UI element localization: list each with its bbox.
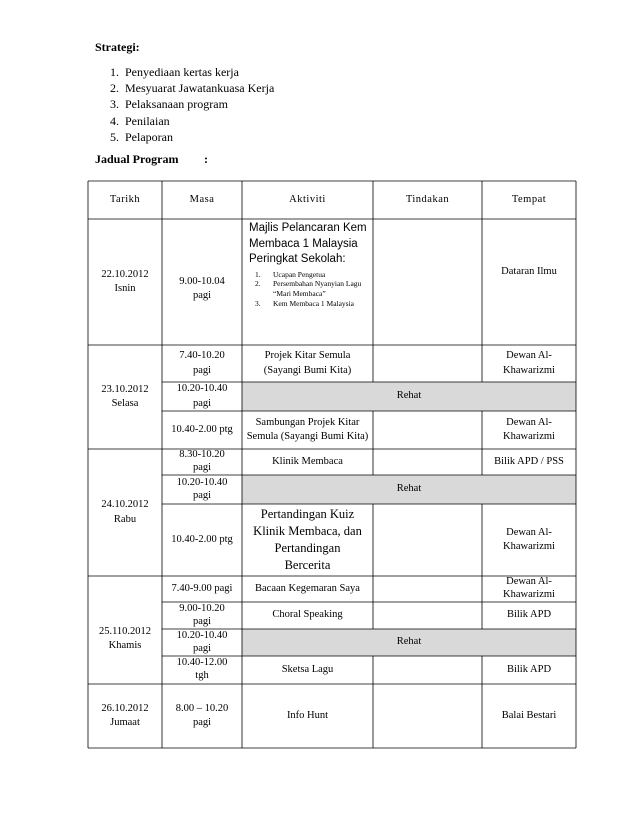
strategy-item: 3. Pelaksanaan program <box>110 97 228 112</box>
strategy-item: 4. Penilaian <box>110 113 170 128</box>
rehat-row: Rehat <box>242 382 576 411</box>
venue-cell: Bilik APD <box>506 663 552 675</box>
rehat-row: Rehat <box>242 629 576 656</box>
date-cell: 23.10.2012 Selasa <box>101 383 149 409</box>
time-cell: 10.20-10.40 pagi <box>176 629 228 654</box>
strategy-list <box>95 64 274 145</box>
rehat-row: Rehat <box>242 475 576 504</box>
activity-cell: Info Hunt <box>286 709 329 721</box>
activity-cell: Pertandingan Kuiz Klinik Membaca, dan Pertandingan Bercerita <box>253 507 362 572</box>
strategy-item: 2. Mesyuarat Jawatankuasa Kerja <box>110 81 275 96</box>
time-cell: 10.40-2.00 ptg <box>171 533 233 545</box>
activity-cell: Choral Speaking <box>272 609 343 621</box>
activity-cell: Bacaan Kegemaran Saya <box>255 582 360 594</box>
activity-cell: Majlis Pelancaran Kem Membaca 1 Malaysia Peringkat Sekolah: 1. Ucapan Pengetua 2. Persembahan Nyanyian Lagu “Mari Membaca” 3. Kem Membaca 1 Malaysia <box>242 219 373 345</box>
activity-cell: Sketsa Lagu <box>281 663 334 675</box>
venue-cell: Bilik APD / PSS <box>494 455 564 467</box>
program-colon: : <box>204 152 208 166</box>
time-cell: 7.40-9.00 pagi <box>171 582 233 594</box>
date-cell: 25.110.2012 Khamis <box>98 625 152 651</box>
header-aktiviti: Aktiviti <box>289 193 326 205</box>
venue-cell: Dewan Al- Khawarizmi <box>503 526 555 552</box>
time-cell: 8.00 – 10.20 pagi <box>175 702 229 728</box>
program-heading: Jadual Program <box>95 152 179 166</box>
time-cell: 8.30-10.20 pagi <box>179 449 225 473</box>
time-cell: 10.40-2.00 ptg <box>171 423 233 435</box>
venue-cell: Bilik APD <box>506 609 552 621</box>
date-cell: 26.10.2012 Jumaat <box>101 702 149 728</box>
strategy-heading: Strategi: <box>95 40 140 54</box>
strategy-item: 1. Penyediaan kertas kerja <box>110 65 239 79</box>
venue-cell: Dewan Al- Khawarizmi <box>503 416 555 442</box>
activity-cell: Projek Kitar Semula (Sayangi Bumi Kita) <box>263 350 352 376</box>
venue-cell: Dewan Al- Khawarizmi <box>503 350 555 376</box>
header-tindakan: Tindakan <box>405 193 450 205</box>
venue-cell: Balai Bestari <box>501 709 557 721</box>
venue-cell: Dataran Ilmu <box>501 266 557 278</box>
date-cell: 24.10.2012 Rabu <box>101 499 149 525</box>
list-item: 2. Persembahan Nyanyian Lagu “Mari Membaca” <box>255 279 362 299</box>
header-tarikh: Tarikh <box>109 193 141 205</box>
header-masa: Masa <box>189 193 215 205</box>
time-cell: 7.40-10.20 pagi <box>179 350 225 376</box>
activity-sublist <box>249 270 369 309</box>
time-cell: 9.00-10.04 pagi <box>179 276 225 302</box>
time-cell: 10.20-10.40 pagi <box>176 383 228 409</box>
list-item: 3. Kem Membaca 1 Malaysia <box>255 298 355 308</box>
activity-cell: Sambungan Projek Kitar Semula (Sayangi Bumi Kita) <box>246 416 369 442</box>
date-cell: 22.10.2012 Isnin <box>101 268 149 294</box>
venue-cell: Dewan Al- Khawarizmi <box>503 576 555 600</box>
activity-cell: Klinik Membaca <box>272 455 343 467</box>
time-cell: 9.00-10.20 pagi <box>179 602 225 627</box>
strategy-item: 5. Pelaporan <box>110 129 173 144</box>
header-tempat: Tempat <box>511 193 547 205</box>
time-cell: 10.40-12.00 tgh <box>176 657 228 681</box>
list-item: 1. Ucapan Pengetua <box>255 269 326 279</box>
time-cell: 10.20-10.40 pagi <box>176 476 228 501</box>
